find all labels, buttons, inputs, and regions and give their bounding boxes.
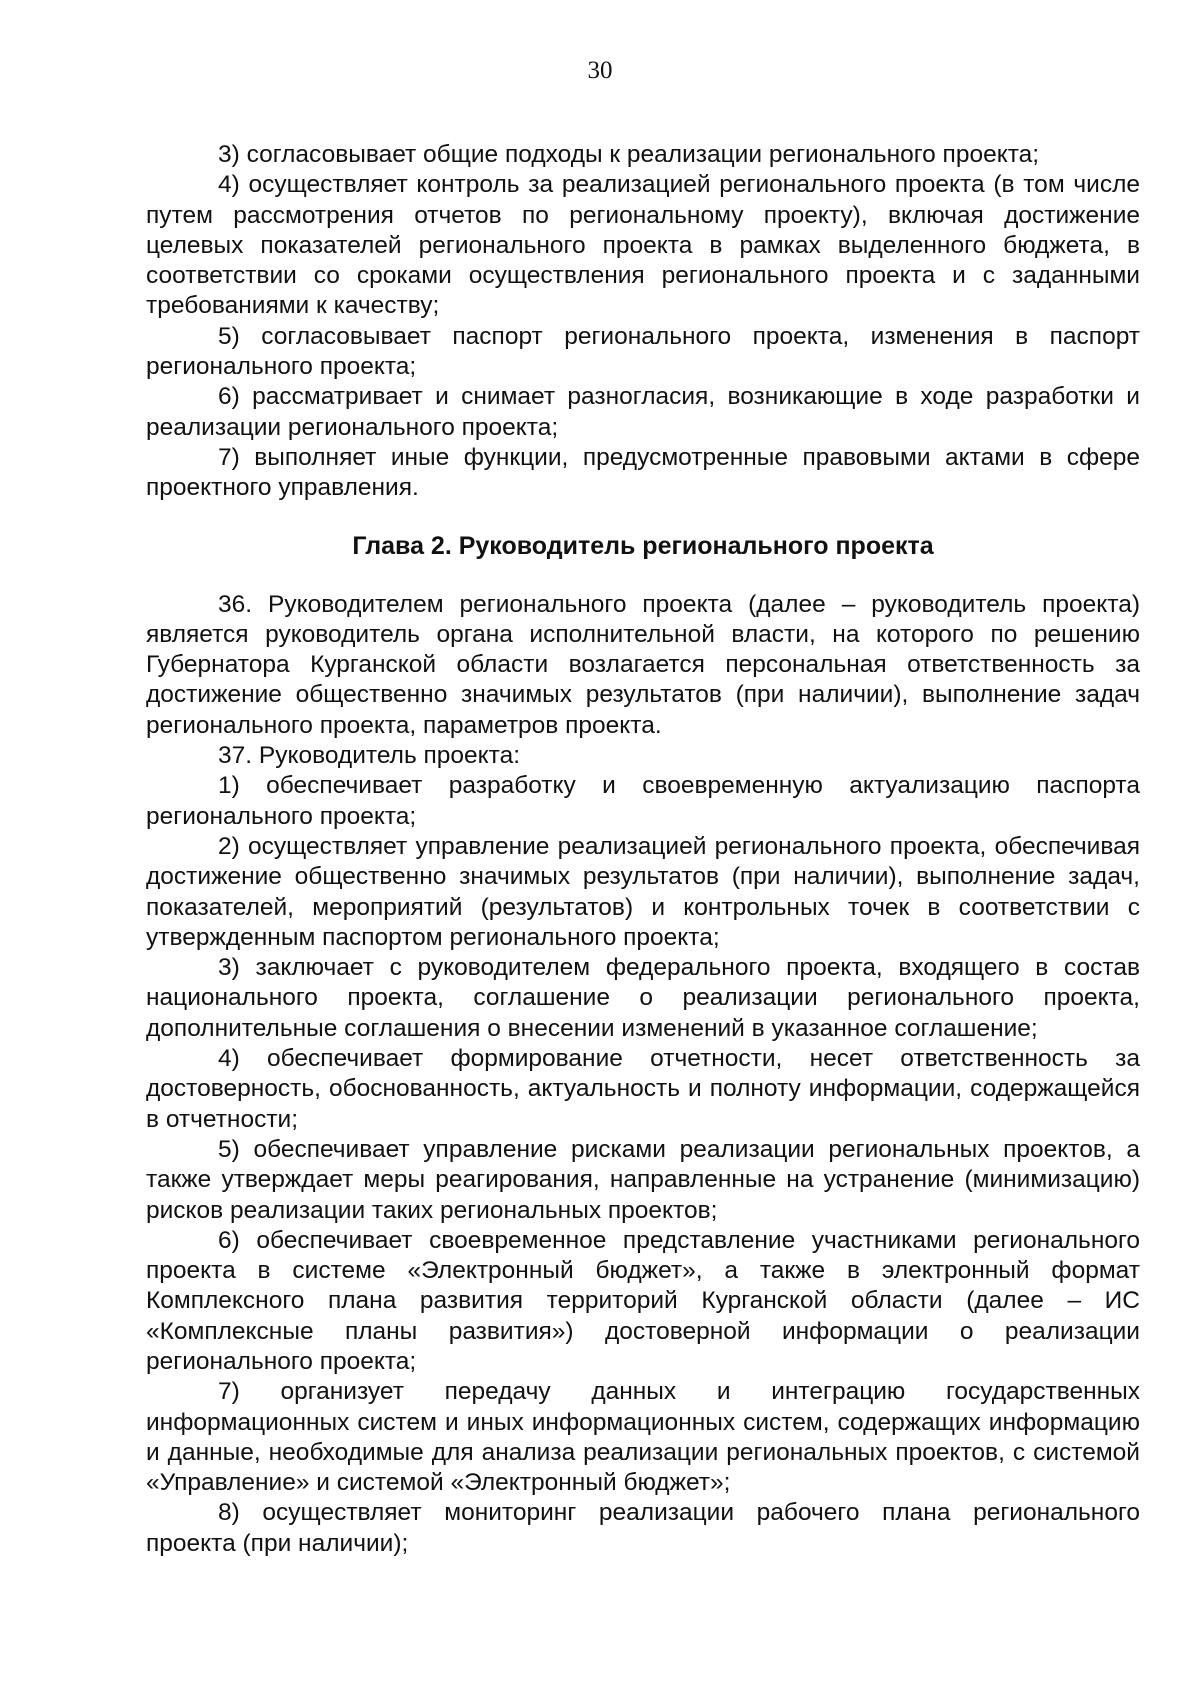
list-item-7: 7) выполняет иные функции, предусмотренные правовыми актами в сфере проектного управления.: [146, 443, 1140, 502]
duty-item-3: 3) заключает с руководителем федерального проекта, входящего в состав национального проекта, соглашение о реализации регионального проекта, дополнительные соглашения о внесении изменений в указанное соглашение;: [146, 954, 1140, 1042]
duty-item-8: 8) осуществляет мониторинг реализации рабочего плана регионального проекта (при наличии);: [146, 1499, 1140, 1557]
paragraph-36: 36. Руководителем регионального проекта (далее – руководитель проекта) является руководитель органа исполнительной власти, на которого по решению Губернатора Курганской области возлагается персональная ответственность за достижение общественно значимых результатов (при наличии), выполнение задач регионального проекта, параметров проекта.: [146, 590, 1140, 739]
list-item-4: 4) осуществляет контроль за реализацией регионального проекта (в том числе путем рассмотрения отчетов по региональному проекту), включая достижение целевых показателей регионального проекта в рамках выделенного бюджета, в соответствии со сроками осуществления регионального проекта и с заданными требованиями к качеству;: [146, 171, 1140, 320]
list-item-5: 5) согласовывает паспорт регионального проекта, изменения в паспорт регионального проекта;: [146, 322, 1140, 381]
duty-item-7: 7) организует передачу данных и интеграцию государственных информационных систем и иных информационных систем, содержащих информацию и данные, необходимые для анализа реализации региональных проектов, с системой «Управление» и системой «Электронный бюджет»;: [146, 1378, 1140, 1497]
duty-item-4: 4) обеспечивает формирование отчетности, несет ответственность за достоверность, обоснованность, актуальность и полноту информации, содержащейся в отчетности;: [146, 1045, 1140, 1133]
duty-item-1: 1) обеспечивает разработку и своевременную актуализацию паспорта регионального проекта;: [146, 772, 1140, 830]
chapter-heading: Глава 2. Руководитель регионального проекта: [352, 531, 934, 560]
duty-item-2: 2) осуществляет управление реализацией регионального проекта, обеспечивая достижение общественно значимых результатов (при наличии), выполнение задач, показателей, мероприятий (результатов) и контрольных точек в соответствии с утвержденным паспортом регионального проекта;: [146, 832, 1140, 951]
document-body: [146, 140, 1140, 1559]
list-item-3: 3) согласовывает общие подходы к реализации регионального проекта;: [218, 141, 1040, 168]
list-item-6: 6) рассматривает и снимает разногласия, возникающие в ходе разработки и реализации регионального проекта;: [146, 383, 1140, 441]
paragraph-37: 37. Руководитель проекта:: [218, 742, 521, 770]
duty-item-6: 6) обеспечивает своевременное представление участниками регионального проекта в системе «Электронный бюджет», а также в электронный формат Комплексного плана развития территорий Курганской области (далее – ИС «Комплексные планы развития») достоверной информации о реализации регионального проекта;: [146, 1226, 1140, 1375]
duty-item-5: 5) обеспечивает управление рисками реализации региональных проектов, а также утверждает меры реагирования, направленные на устранение (минимизацию) рисков реализации таких региональных проектов;: [146, 1135, 1140, 1224]
page-number: 30: [587, 57, 613, 84]
